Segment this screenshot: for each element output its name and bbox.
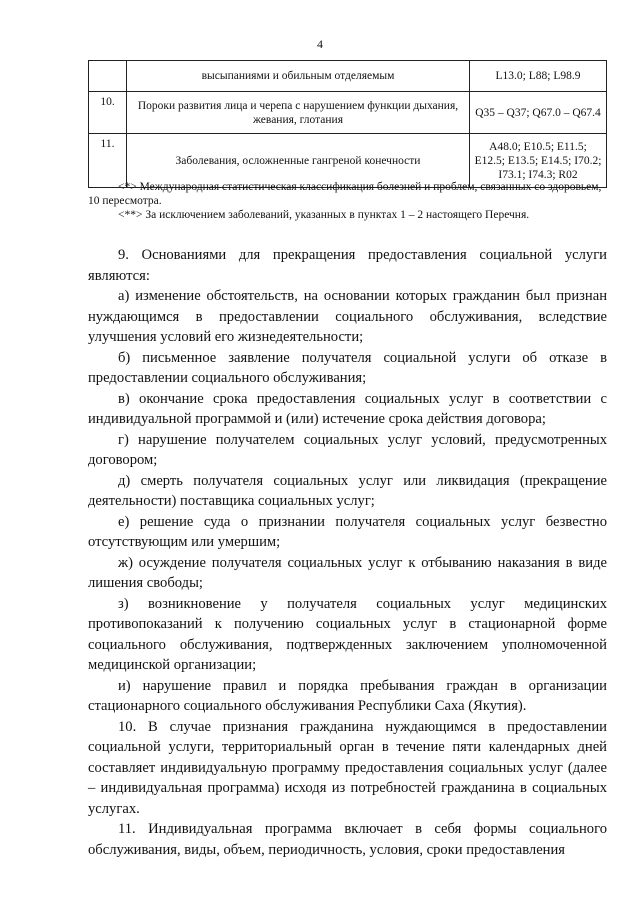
document-body xyxy=(88,245,607,860)
paragraph: е) решение суда о признании получателя социальных услуг безвестно отсутствующим или умершим; xyxy=(88,513,607,550)
paragraph: б) письменное заявление получателя социальной услуги об отказе в предоставлении социального обслуживания; xyxy=(88,349,607,386)
row-number: 11. xyxy=(89,134,127,188)
diagnosis-table xyxy=(88,60,607,188)
paragraph: 11. Индивидуальная программа включает в себя формы социального обслуживания, виды, объем, периодичность, условия, сроки предоставления xyxy=(88,821,607,858)
table-row xyxy=(89,92,607,134)
paragraph: з) возникновение у получателя социальных услуг медицинских противопоказаний к получению социальных услуг в стационарной форме социального обслуживания, подтвержденных заключением уполномоченной медицинской организации; xyxy=(88,595,607,673)
footnote: <**> За исключением заболеваний, указанных в пунктах 1 – 2 настоящего Перечня. xyxy=(118,209,530,221)
paragraph: 10. В случае признания гражданина нуждающимся в предоставлении социальной услуги, территориальный орган в течение пяти календарных дней составляет индивидуальную программу предоставления социальных услуг (далее – индивидуальная программа) исходя из потребностей гражданина в социальных услугах. xyxy=(88,718,607,817)
paragraph: и) нарушение правил и порядка пребывания граждан в организации стационарного социального обслуживания Республики Саха (Якутия). xyxy=(88,677,607,714)
disease-name: высыпаниями и обильным отделяемым xyxy=(127,61,470,92)
row-number: 10. xyxy=(89,92,127,134)
icd-codes: A48.0; E10.5; E11.5; E12.5; E13.5; E14.5; I70.2; I73.1; I74.3; R02 xyxy=(470,134,607,188)
paragraph: а) изменение обстоятельств, на основании которых гражданин был признан нуждающимся в предоставлении социального обслуживания, вследствие улучшения условий его жизнедеятельности; xyxy=(88,288,607,345)
row-number xyxy=(89,61,127,92)
disease-name: Заболевания, осложненные гангреной конечности xyxy=(127,134,470,188)
paragraph: г) нарушение получателем социальных услуг условий, предусмотренных договором; xyxy=(88,431,607,468)
page-number: 4 xyxy=(317,37,323,51)
footnote: <*> Международная статистическая классификация болезней и проблем, связанных со здоровьем, 10 пересмотра. xyxy=(88,181,602,207)
footnotes xyxy=(88,180,607,222)
paragraph: в) окончание срока предоставления социальных услуг в соответствии с индивидуальной программой и (или) истечение срока действия договора; xyxy=(88,390,607,427)
icd-codes: L13.0; L88; L98.9 xyxy=(470,61,607,92)
paragraph: 9. Основаниями для прекращения предоставления социальной услуги являются: xyxy=(88,247,607,284)
paragraph: д) смерть получателя социальных услуг или ликвидация (прекращение деятельности) поставщика социальных услуг; xyxy=(88,472,607,509)
paragraph: ж) осуждение получателя социальных услуг к отбыванию наказания в виде лишения свободы; xyxy=(88,554,607,591)
disease-name: Пороки развития лица и черепа с нарушением функции дыхания, жевания, глотания xyxy=(127,92,470,134)
table-row xyxy=(89,61,607,92)
icd-codes: Q35 – Q37; Q67.0 – Q67.4 xyxy=(470,92,607,134)
